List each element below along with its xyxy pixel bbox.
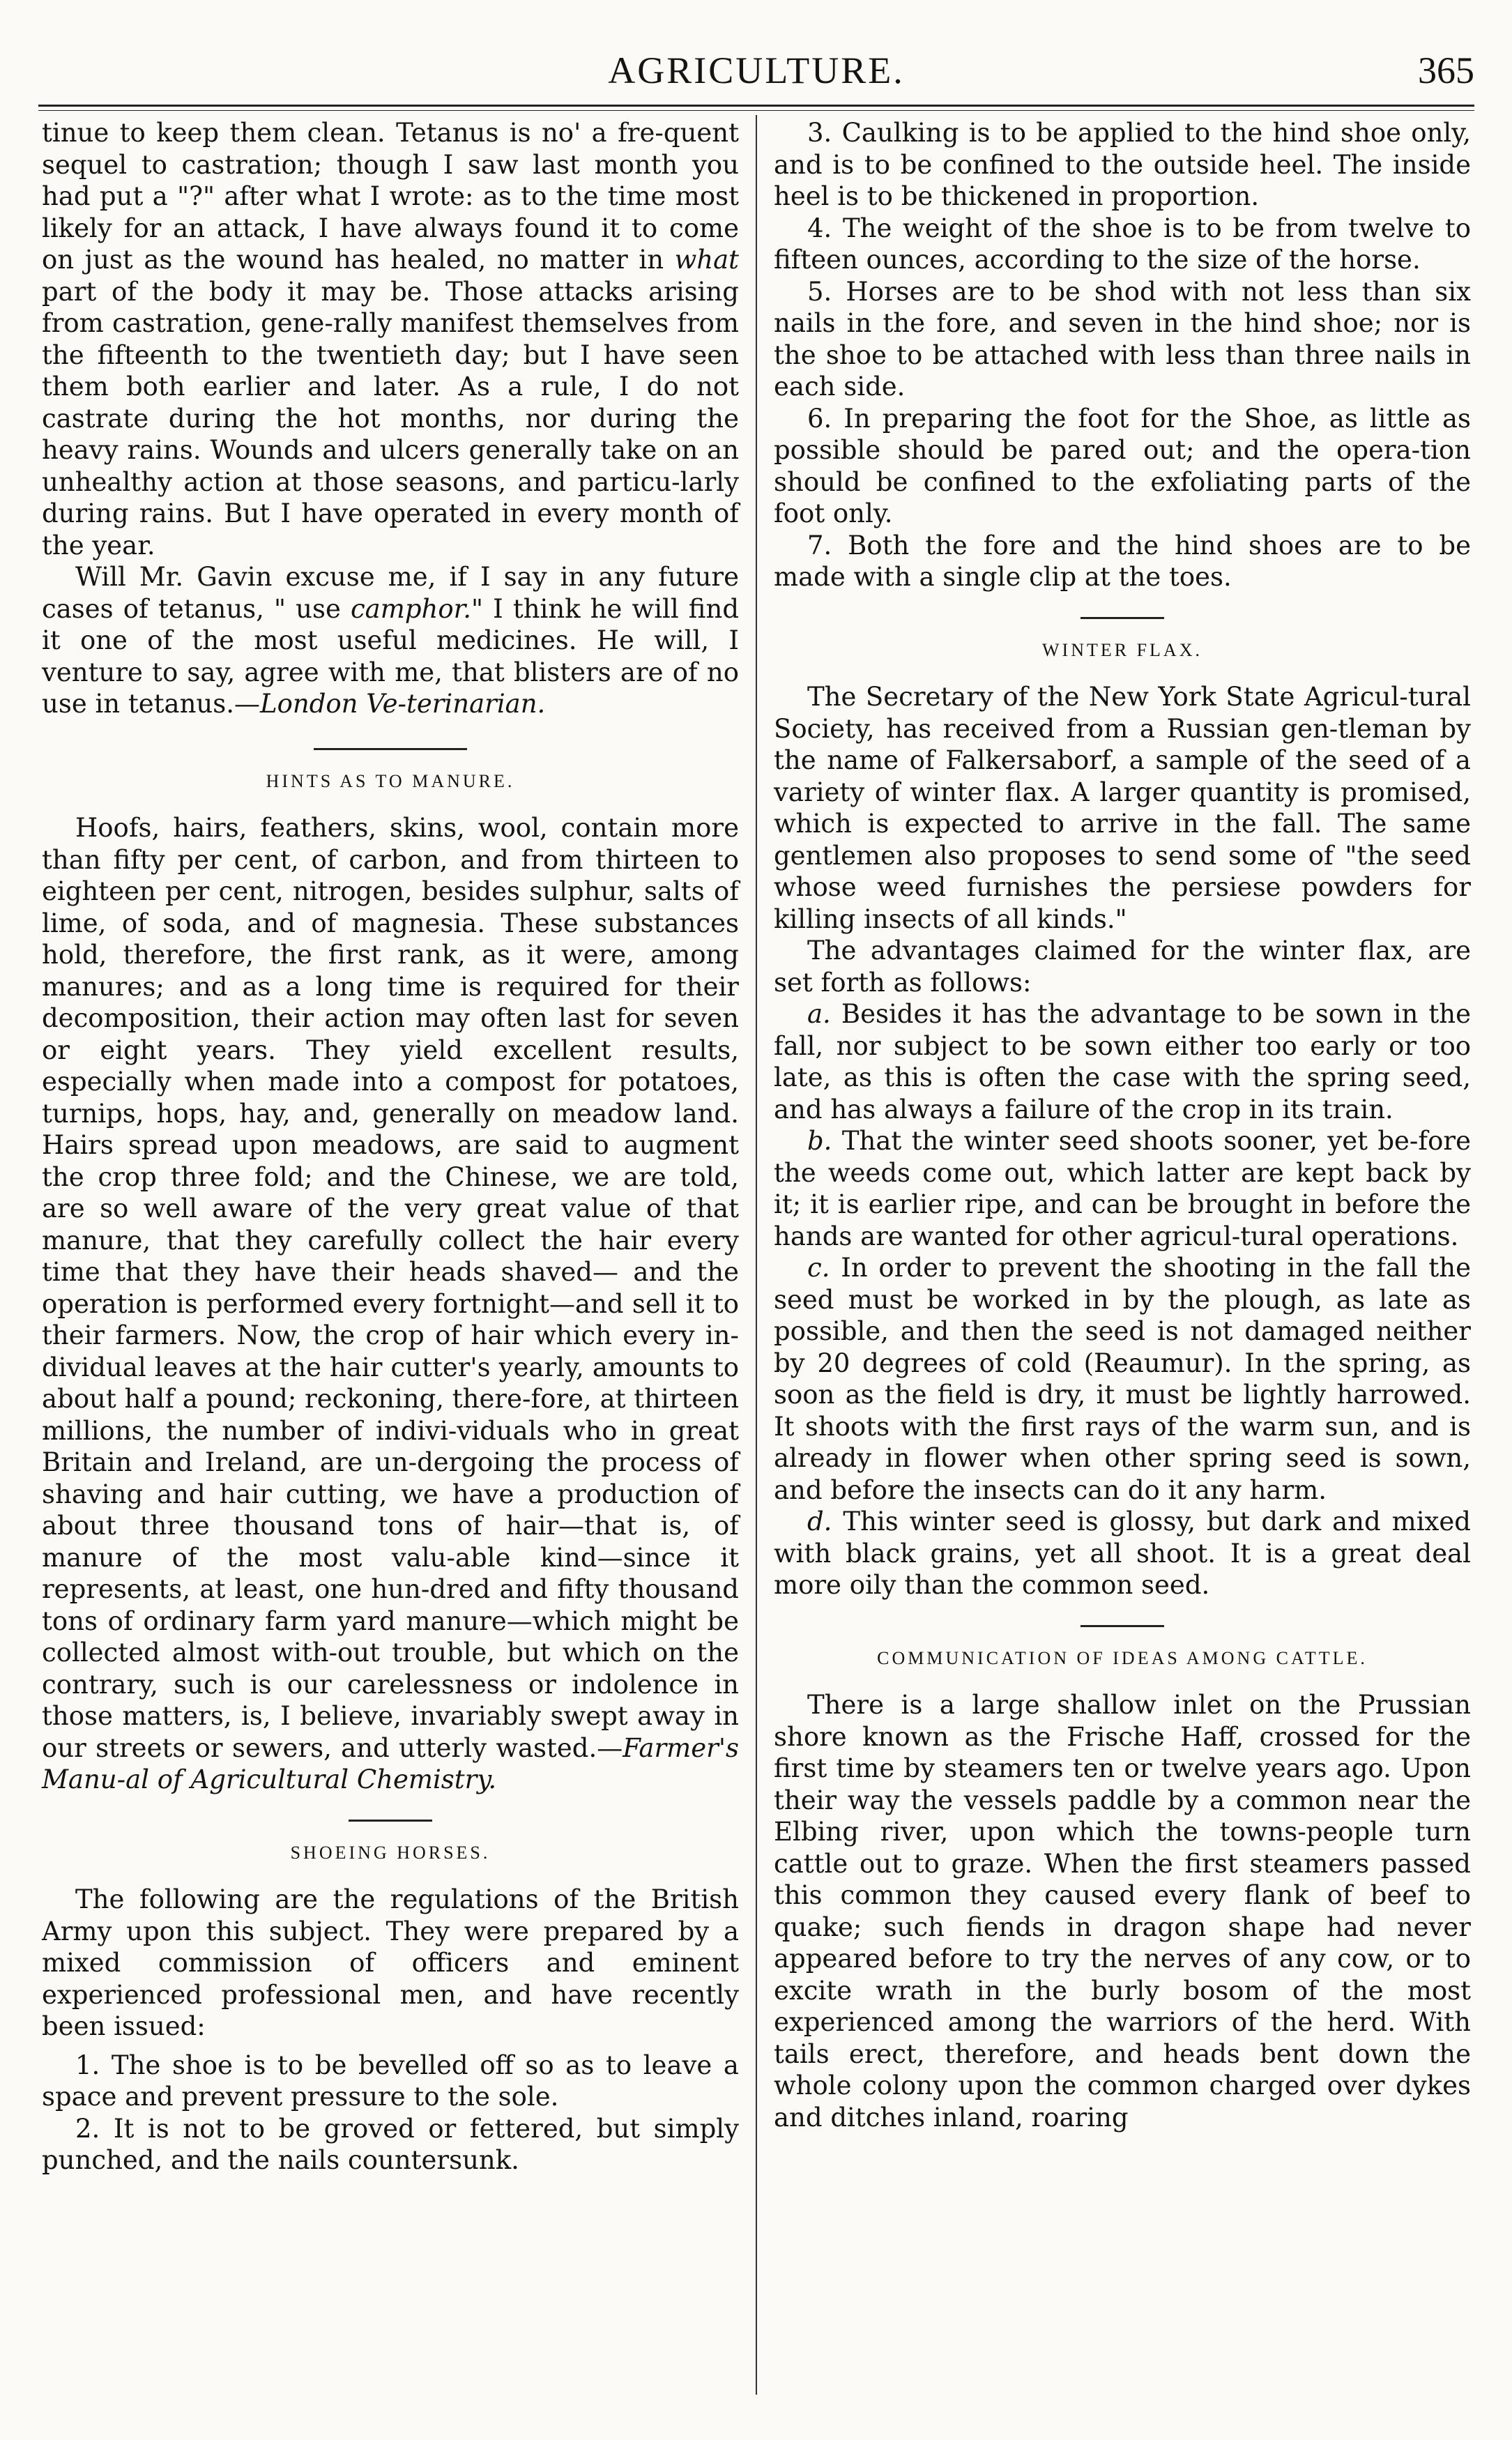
shoeing-rule-4: 4. The weight of the shoe is to be from twelve to fifteen ounces, according to the size of the horse. (774, 213, 1471, 275)
flax-intro: The Secretary of the New York State Agricul-tural Society, has received from a Russian gen-tleman by the name of Falkersaborf, a sample of the seed of a variety of winter flax. A larger quantity is promised, which is expected to arrive in the fall. The same gentlemen also proposes to send some of "the seed whose weed furnishes the persiese powders for killing insects of all kinds." (774, 682, 1471, 934)
flax-point-b: b. That the winter seed shoots sooner, yet be-fore the weeds come out, which latter are kept back by it; it is earlier ripe, and can be brought in before the hands are wanted for other agricul-tural operations. (774, 1126, 1471, 1251)
section-separator (349, 1820, 432, 1822)
flax-point-a: a. Besides it has the advantage to be sown in the fall, nor subject to be sown either too early or too late, as this is often the case with the spring seed, and has always a failure of the crop in its train. (774, 999, 1471, 1124)
shoeing-rule-7: 7. Both the fore and the hind shoes are to be made with a single clip at the toes. (774, 530, 1471, 592)
shoeing-rule-1: 1. The shoe is to be bevelled off so as to leave a space and prevent pressure to the sole. (42, 2050, 739, 2112)
section-separator (1080, 1625, 1164, 1627)
section-heading-shoeing: SHOEING HORSES. (290, 1842, 491, 1863)
section-separator (1080, 617, 1164, 619)
shoeing-intro: The following are the regulations of the British Army upon this subject. They were prepared by a mixed commission of officers and eminent experienced professional men, and have recently been issued: (42, 1884, 739, 2041)
manure-paragraph: Hoofs, hairs, feathers, skins, wool, contain more than fifty per cent, of carbon, and from thirteen to eighteen per cent, nitrogen, besides sulphur, salts of lime, of soda, and of magnesia. These substances hold, therefore, the first rank, as it were, among manures; and as a long time is required for their decomposition, their action may often last for seven or eight years. They yield excellent results, especially when made into a compost for potatoes, turnips, hops, hay, and, generally on meadow land. Hairs spread upon meadows, are said to augment the crop three fold; and the Chinese, we are told, are so well aware of the very great value of that manure, that they carefully collect the hair every time that they have their heads shaved— and the operation is performed every fortnight—and sell it to their farmers. Now, the crop of hair which every in-dividual leaves at the hair cutter's yearly, amounts to about half a pound; reckoning, there-fore, at thirteen millions, the number of indivi-viduals who in great Britain and Ireland, are un-dergoing the process of shaving and hair cutting, we have a production of about three thousand tons of hair—that is, of manure of the most valu-able kind—since it represents, at least, one hun-dred and fifty thousand tons of ordinary farm yard manure—which might be collected almost with-out trouble, but which on the contrary, such is our carelessness or indolence in those matters, is, I believe, invariably swept away in our streets or sewers, and utterly wasted.—Farmer's Manu-al of Agricultural Chemistry. (42, 813, 739, 1794)
source-citation: London Ve-terinarian. (260, 689, 546, 719)
shoeing-rule-6: 6. In preparing the foot for the Shoe, as little as possible should be pared out; and the opera-tion should be confined to the exfoliating parts of the foot only. (774, 403, 1471, 528)
page-number: 365 (1418, 49, 1474, 91)
gavin-paragraph: Will Mr. Gavin excuse me, if I say in any future cases of tetanus, " use camphor." I think he will find it one of the most useful medicines. He will, I venture to say, agree with me, that blisters are of no use in tetanus.—London Ve-terinarian. (42, 562, 740, 719)
flax-point-d: d. This winter seed is glossy, but dark and mixed with black grains, yet all shoot. It is a great deal more oily than the common seed. (774, 1507, 1471, 1600)
shoeing-rule-2: 2. It is not to be groved or fettered, but simply punched, and the nails countersunk. (42, 2113, 739, 2175)
section-separator (314, 748, 467, 750)
shoeing-rule-3: 3. Caulking is to be applied to the hind shoe only, and is to be confined to the outside heel. The inside heel is to be thickened in proportion. (774, 118, 1471, 211)
section-heading-manure: HINTS AS TO MANURE. (266, 770, 515, 791)
column-divider (756, 115, 757, 2395)
page-title: AGRICULTURE. (608, 49, 905, 91)
left-column (42, 117, 739, 2176)
header-rule (38, 105, 1474, 107)
right-column (774, 117, 1471, 2133)
running-header (38, 49, 1474, 105)
cattle-paragraph: There is a large shallow inlet on the Prussian shore known as the Frische Haff, crossed for the first time by steamers ten or twelve years ago. Upon their way the vessels paddle by a common near the Elbing river, upon which the towns-people turn cattle out to graze. When the first steamers passed this common they caused every flank of beef to quake; such fiends in dragon shape had never appeared before to try the nerves of any cow, or to excite wrath in the burly bosom of the most experienced among the warriors of the herd. With tails erect, therefore, and heads bent down the whole colony upon the common charged over dykes and ditches inland, roaring (774, 1690, 1471, 2133)
flax-point-c: c. In order to prevent the shooting in the fall the seed must be worked in by the plough, as late as possible, and then the seed is not damaged neither by 20 degrees of cold (Reaumur). In the spring, as soon as the field is dry, it must be lightly harrowed. It shoots with the first rays of the warm sun, and is already in flower when other spring seed is sown, and before the insects can do it any harm. (774, 1253, 1471, 1505)
section-heading-flax: WINTER FLAX. (1042, 639, 1202, 660)
source-citation: Farmer's Manu-al of Agricultural Chemistry. (42, 1732, 739, 1794)
flax-advantages: The advantages claimed for the winter flax, are set forth as follows: (774, 936, 1471, 998)
section-heading-cattle: COMMUNICATION OF IDEAS AMONG CATTLE. (877, 1647, 1368, 1668)
tetanus-paragraph: tinue to keep them clean. Tetanus is no' a fre-quent sequel to castration; though I saw last month you had put a "?" after what I wrote: as to the time most likely for an attack, I have always found it to come on just as the wound has healed, no matter in what part of the body it may be. Those attacks arising from castration, gene-rally manifest themselves from the fifteenth to the twentieth day; but I have seen them both earlier and later. As a rule, I do not castrate during the hot months, nor during the heavy rains. Wounds and ulcers generally take on an unhealthy action at those seasons, and particu-larly during rains. But I have operated in every month of the year. (42, 118, 739, 561)
header-rule-thin (38, 110, 1474, 111)
shoeing-rule-5: 5. Horses are to be shod with not less than six nails in the fore, and seven in the hind shoe; nor is the shoe to be attached with less than three nails in each side. (774, 276, 1471, 402)
